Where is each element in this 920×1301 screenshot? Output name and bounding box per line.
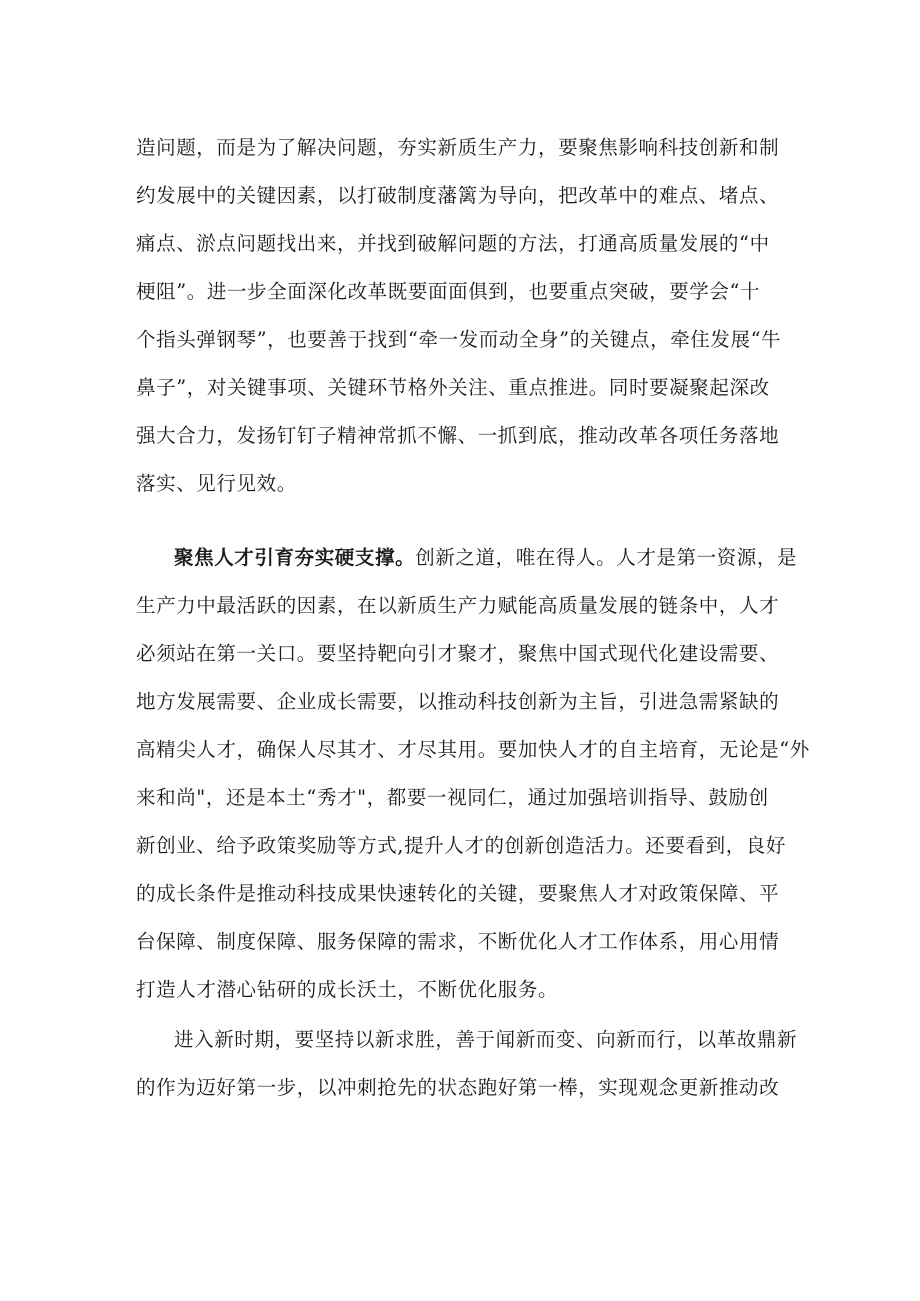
paragraph-line: 生产力中最活跃的因素，在以新质生产力赋能高质量发展的链条中，人才: [136, 594, 780, 617]
paragraph-line: 痛点、淤点问题找出来，并找到破解问题的方法，打通高质量发展的“中: [136, 232, 770, 255]
paragraph-heading: 聚焦人才引育夯实硬支撑。: [174, 546, 416, 569]
paragraph-line: 的作为迈好第一步，以冲刺抢先的状态跑好第一棒，实现观念更新推动改: [136, 1076, 780, 1099]
paragraph-line: 强大合力，发扬钉钉子精神常抓不懈、一抓到底，推动改革各项任务落地: [136, 424, 780, 447]
paragraph-text: 创新之道，唯在得人。人才是第一资源，是: [415, 546, 798, 569]
paragraph-line: 梗阻”。进一步全面深化改革既要面面俱到，也要重点突破，要学会“十: [136, 280, 761, 303]
paragraph-line: 来和尚"，还是本土“秀才"，都要一视同仁，通过加强培训指导、鼓励创: [136, 786, 769, 809]
paragraph-line: 鼻子”，对关键事项、关键环节格外关注、重点推进。同时要凝聚起深改: [136, 376, 770, 399]
paragraph-first-line: 进入新时期，要坚持以新求胜，善于闻新而变、向新而行，以革故鼎新: [174, 1028, 798, 1051]
paragraph-line: 地方发展需要、企业成长需要，以推动科技创新为主旨，引进急需紧缺的: [136, 690, 780, 713]
paragraph-line: 高精尖人才，确保人尽其才、才尽其用。要加快人才的自主培育，无论是“外: [136, 738, 810, 761]
paragraph-line: 的成长条件是推动科技成果快速转化的关键，要聚焦人才对政策保障、平: [136, 882, 780, 905]
paragraph-line: 必须站在第一关口。要坚持靶向引才聚才，聚焦中国式现代化建设需要、: [136, 642, 780, 665]
paragraph-line: 约发展中的关键因素，以打破制度藩篱为导向，把改革中的难点、堵点、: [136, 184, 780, 207]
paragraph-line: 新创业、给予政策奖励等方式,提升人才的创新创造活力。还要看到，良好: [136, 834, 786, 857]
paragraph-line: 落实、见行见效。: [136, 472, 297, 495]
paragraph-first-line: [174, 546, 796, 570]
paragraph-line: 台保障、制度保障、服务保障的需求，不断优化人才工作体系，用心用情: [136, 930, 780, 953]
paragraph-line: 造问题，而是为了解决问题，夯实新质生产力，要聚焦影响科技创新和制: [136, 136, 780, 159]
paragraph-line: 个指头弹钢琴”，也要善于找到“牵一发而动全身”的关键点，牵住发展“牛: [136, 328, 782, 351]
paragraph-line: 打造人才潜心钻研的成长沃土，不断优化服务。: [136, 978, 559, 1001]
